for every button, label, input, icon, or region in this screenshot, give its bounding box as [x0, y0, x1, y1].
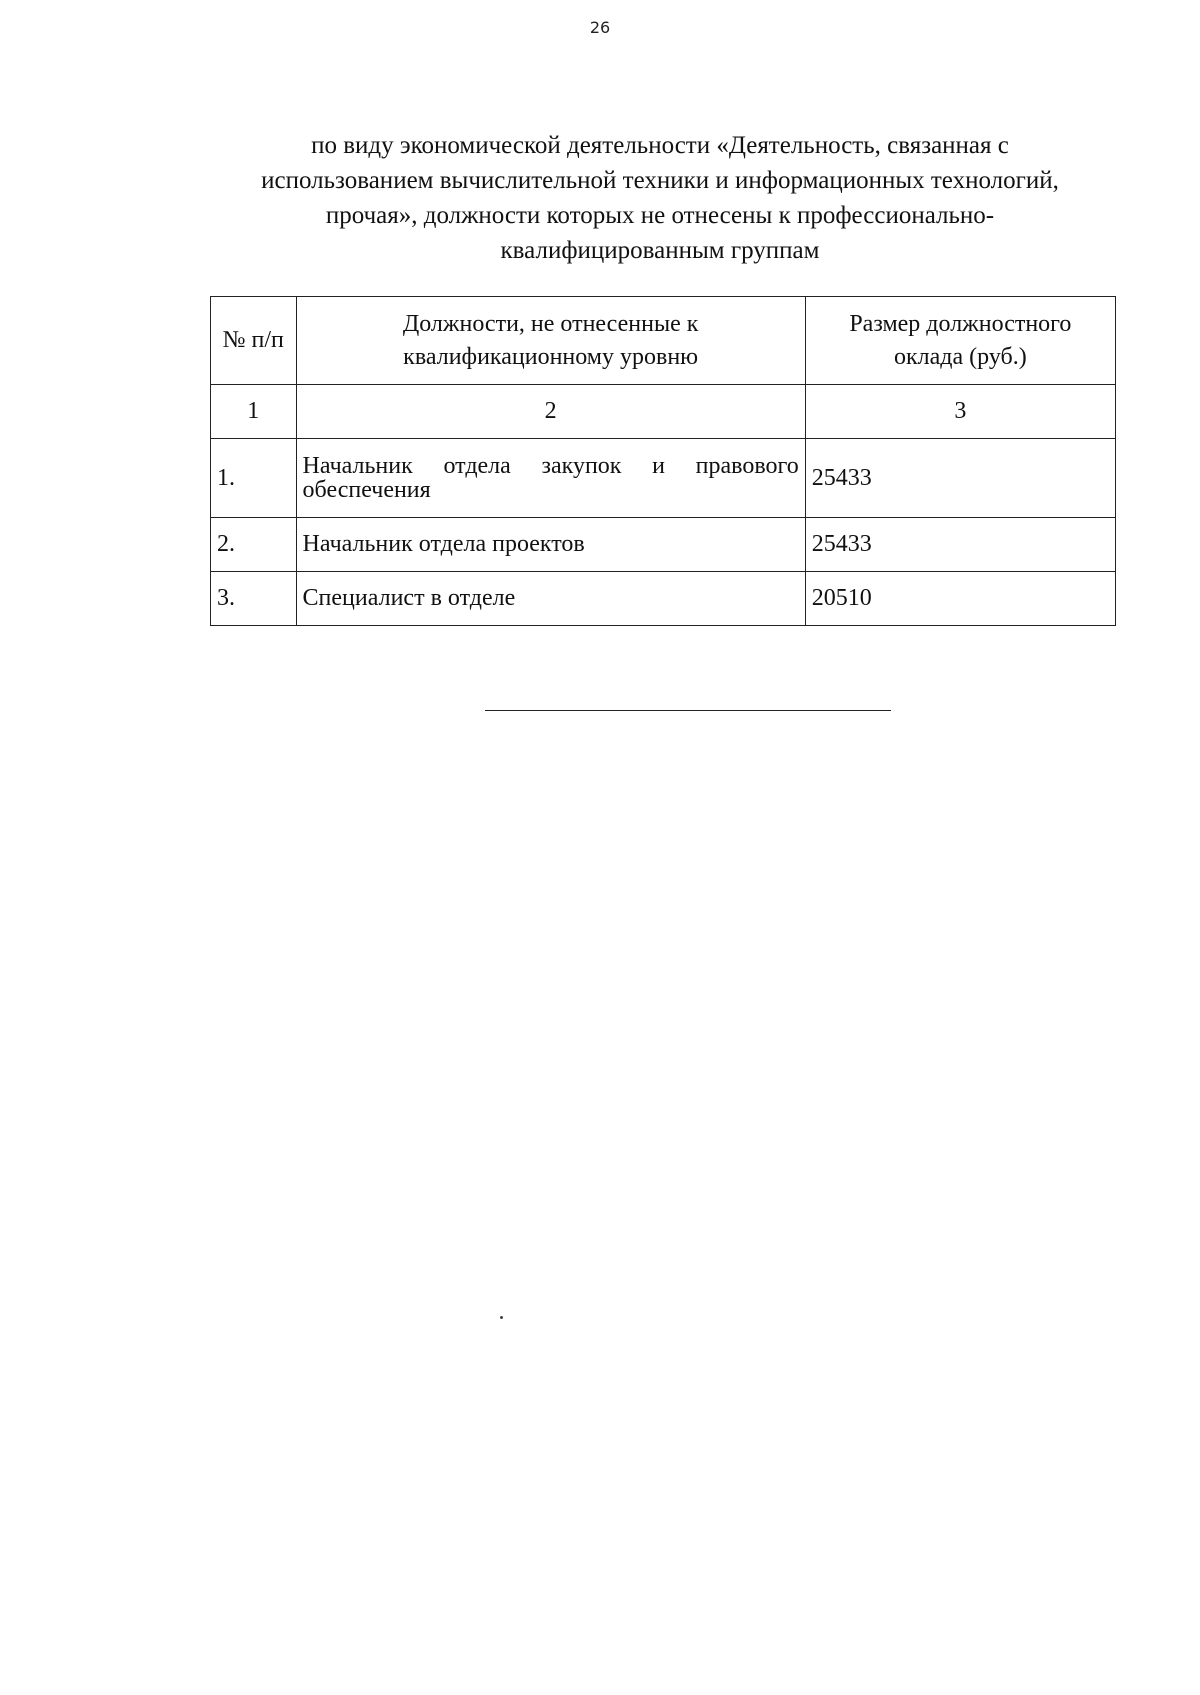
header-position — [296, 297, 805, 385]
header-position-line: Должности, не отнесенные к — [402, 310, 699, 337]
salary-value: 25433 — [805, 439, 1115, 518]
position-name: Начальник отдела закупок и правового обеспечения — [296, 439, 805, 518]
salary-value: 20510 — [805, 572, 1115, 626]
positions-table — [210, 296, 1116, 626]
title-line: прочая», должности которых не отнесены к профессионально- — [325, 202, 995, 229]
header-position-line: квалификационному уровню — [403, 343, 699, 370]
title-line: использованием вычислительной техники и информационных технологий, — [261, 167, 1059, 194]
column-index-row — [211, 385, 1116, 439]
title-line: квалифицированным группам — [500, 237, 820, 264]
column-index: 3 — [805, 385, 1115, 439]
table-row — [211, 439, 1116, 518]
table-row — [211, 518, 1116, 572]
page-number: 26 — [589, 18, 611, 37]
document-title — [150, 128, 1170, 268]
column-index: 1 — [211, 385, 297, 439]
row-number: 1. — [211, 439, 297, 518]
header-number: № п/п — [211, 297, 297, 385]
header-salary-line: оклада (руб.) — [894, 343, 1027, 370]
row-number: 2. — [211, 518, 297, 572]
header-salary — [805, 297, 1115, 385]
table-row — [211, 572, 1116, 626]
title-line: по виду экономической деятельности «Деятельность, связанная с — [311, 132, 1009, 159]
stray-mark — [500, 1316, 503, 1319]
position-name: Начальник отдела проектов — [296, 518, 805, 572]
end-divider-line — [485, 710, 891, 711]
row-number: 3. — [211, 572, 297, 626]
position-name: Специалист в отделе — [296, 572, 805, 626]
salary-value: 25433 — [805, 518, 1115, 572]
column-index: 2 — [296, 385, 805, 439]
header-salary-line: Размер должностного — [849, 310, 1072, 337]
table-header-row — [211, 297, 1116, 385]
